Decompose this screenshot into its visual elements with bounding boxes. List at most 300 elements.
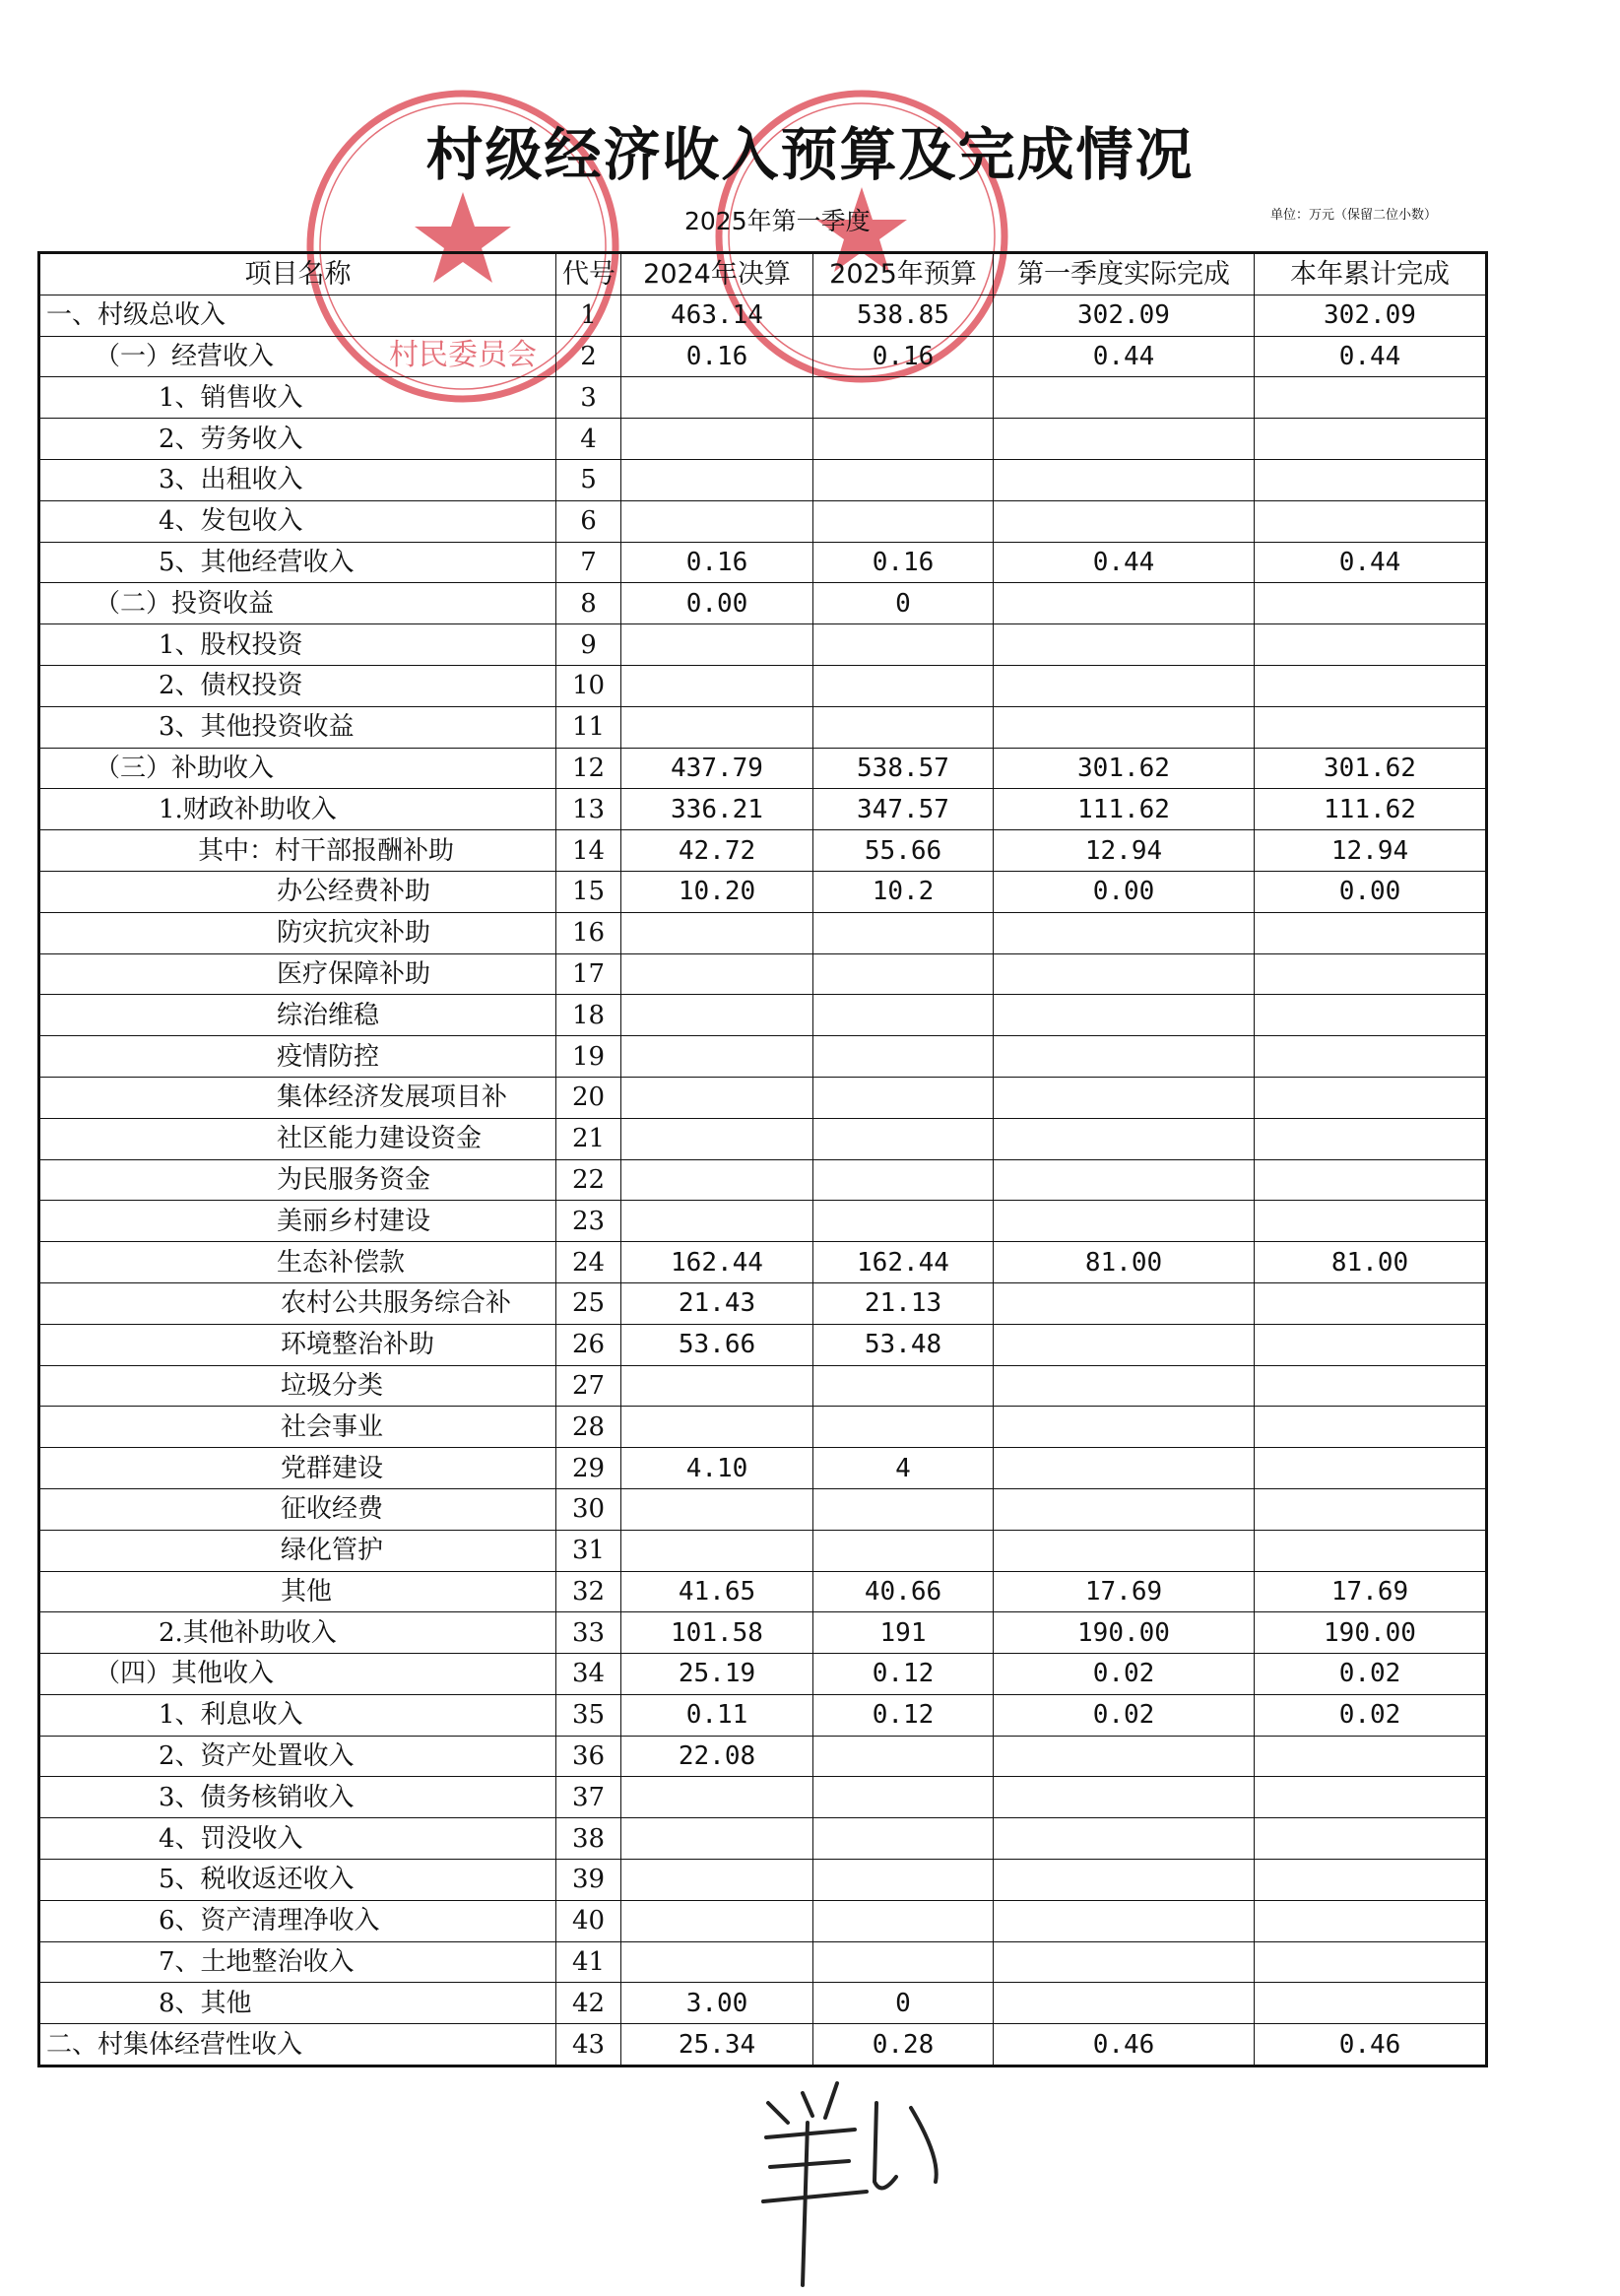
cell-code: 21 xyxy=(556,1118,621,1159)
cell-item-name: 征收经费 xyxy=(39,1488,556,1530)
table-row xyxy=(39,1777,1487,1818)
cell-q1-actual xyxy=(994,1036,1255,1078)
cell-ytd-total xyxy=(1255,1530,1487,1571)
cell-ytd-total xyxy=(1255,377,1487,419)
cell-item-name: 疫情防控 xyxy=(39,1036,556,1078)
cell-q1-actual xyxy=(994,1077,1255,1118)
cell-code: 36 xyxy=(556,1736,621,1777)
document-title: 村级经济收入预算及完成情况 xyxy=(425,121,1195,188)
table-row xyxy=(39,1324,1487,1365)
cell-q1-actual xyxy=(994,1860,1255,1901)
table-row xyxy=(39,2024,1487,2066)
cell-q1-actual xyxy=(994,1488,1255,1530)
cell-item-name: 2、劳务收入 xyxy=(39,419,556,460)
cell-ytd-total xyxy=(1255,665,1487,706)
cell-item-name: 5、税收返还收入 xyxy=(39,1860,556,1901)
cell-item-name: 3、出租收入 xyxy=(39,459,556,500)
cell-q1-actual xyxy=(994,1159,1255,1201)
cell-q1-actual xyxy=(994,459,1255,500)
cell-2025-budget xyxy=(813,1900,994,1941)
table-row xyxy=(39,665,1487,706)
cell-2024-final: 336.21 xyxy=(621,789,813,830)
header-code: 代号 xyxy=(556,253,621,295)
cell-2025-budget: 0 xyxy=(813,583,994,624)
cell-item-name: 其他 xyxy=(39,1571,556,1612)
cell-2025-budget xyxy=(813,953,994,995)
cell-code: 27 xyxy=(556,1365,621,1407)
cell-2025-budget xyxy=(813,419,994,460)
cell-2025-budget xyxy=(813,1860,994,1901)
cell-item-name: 2、资产处置收入 xyxy=(39,1736,556,1777)
cell-ytd-total xyxy=(1255,1488,1487,1530)
cell-code: 25 xyxy=(556,1282,621,1324)
cell-2024-final xyxy=(621,1118,813,1159)
cell-2024-final: 0.00 xyxy=(621,583,813,624)
cell-ytd-total xyxy=(1255,1860,1487,1901)
cell-code: 8 xyxy=(556,583,621,624)
cell-item-name: （四）其他收入 xyxy=(39,1654,556,1695)
cell-2024-final: 0.16 xyxy=(621,542,813,583)
cell-ytd-total xyxy=(1255,1818,1487,1860)
cell-q1-actual: 17.69 xyxy=(994,1571,1255,1612)
cell-code: 16 xyxy=(556,912,621,953)
cell-item-name: 二、村集体经营性收入 xyxy=(39,2024,556,2066)
cell-2025-budget xyxy=(813,1159,994,1201)
cell-ytd-total xyxy=(1255,624,1487,666)
cell-code: 1 xyxy=(556,295,621,336)
cell-2025-budget: 4 xyxy=(813,1448,994,1489)
cell-code: 26 xyxy=(556,1324,621,1365)
cell-2024-final: 0.11 xyxy=(621,1694,813,1736)
cell-code: 41 xyxy=(556,1941,621,1983)
cell-q1-actual xyxy=(994,1941,1255,1983)
cell-2025-budget: 55.66 xyxy=(813,830,994,872)
table-row xyxy=(39,1448,1487,1489)
cell-2024-final: 25.34 xyxy=(621,2024,813,2066)
cell-ytd-total xyxy=(1255,1159,1487,1201)
cell-2024-final xyxy=(621,1077,813,1118)
cell-q1-actual: 301.62 xyxy=(994,748,1255,789)
cell-item-name: 为民服务资金 xyxy=(39,1159,556,1201)
cell-q1-actual xyxy=(994,1365,1255,1407)
table-row xyxy=(39,789,1487,830)
cell-2025-budget: 0 xyxy=(813,1983,994,2024)
cell-ytd-total xyxy=(1255,1983,1487,2024)
cell-code: 29 xyxy=(556,1448,621,1489)
cell-code: 38 xyxy=(556,1818,621,1860)
cell-code: 14 xyxy=(556,830,621,872)
cell-code: 37 xyxy=(556,1777,621,1818)
cell-ytd-total: 0.44 xyxy=(1255,336,1487,377)
cell-item-name: 4、发包收入 xyxy=(39,500,556,542)
table-row xyxy=(39,871,1487,912)
cell-code: 10 xyxy=(556,665,621,706)
cell-ytd-total xyxy=(1255,1777,1487,1818)
cell-ytd-total: 0.02 xyxy=(1255,1654,1487,1695)
cell-item-name: 1、股权投资 xyxy=(39,624,556,666)
cell-q1-actual xyxy=(994,953,1255,995)
cell-2024-final xyxy=(621,706,813,748)
cell-q1-actual xyxy=(994,706,1255,748)
cell-ytd-total xyxy=(1255,419,1487,460)
cell-ytd-total xyxy=(1255,995,1487,1036)
table-row xyxy=(39,1941,1487,1983)
cell-ytd-total xyxy=(1255,1324,1487,1365)
table-row xyxy=(39,830,1487,872)
table-row xyxy=(39,1612,1487,1654)
cell-2025-budget xyxy=(813,912,994,953)
cell-ytd-total xyxy=(1255,1201,1487,1242)
document-period: 2025年第一季度 xyxy=(684,207,871,235)
cell-2025-budget xyxy=(813,1407,994,1448)
cell-item-name: 5、其他经营收入 xyxy=(39,542,556,583)
table-row xyxy=(39,1036,1487,1078)
cell-2024-final xyxy=(621,419,813,460)
cell-q1-actual xyxy=(994,583,1255,624)
table-header-row xyxy=(39,253,1487,295)
cell-ytd-total xyxy=(1255,459,1487,500)
cell-q1-actual xyxy=(994,1983,1255,2024)
cell-item-name: 3、债务核销收入 xyxy=(39,1777,556,1818)
table-row xyxy=(39,1201,1487,1242)
cell-q1-actual xyxy=(994,1201,1255,1242)
cell-ytd-total xyxy=(1255,1077,1487,1118)
cell-2025-budget xyxy=(813,1736,994,1777)
cell-item-name: 社区能力建设资金 xyxy=(39,1118,556,1159)
cell-code: 32 xyxy=(556,1571,621,1612)
cell-item-name: 党群建设 xyxy=(39,1448,556,1489)
cell-2025-budget: 40.66 xyxy=(813,1571,994,1612)
cell-item-name: 环境整治补助 xyxy=(39,1324,556,1365)
cell-2024-final xyxy=(621,665,813,706)
cell-2025-budget xyxy=(813,1201,994,1242)
cell-item-name: 集体经济发展项目补 xyxy=(39,1077,556,1118)
cell-item-name: 6、资产清理净收入 xyxy=(39,1900,556,1941)
cell-2025-budget: 53.48 xyxy=(813,1324,994,1365)
cell-code: 43 xyxy=(556,2024,621,2066)
cell-2025-budget: 10.2 xyxy=(813,871,994,912)
cell-item-name: 绿化管护 xyxy=(39,1530,556,1571)
cell-2024-final xyxy=(621,500,813,542)
cell-2025-budget: 0.12 xyxy=(813,1654,994,1695)
table-row xyxy=(39,1694,1487,1736)
header-2025-budget: 2025年预算 xyxy=(813,253,994,295)
cell-code: 12 xyxy=(556,748,621,789)
cell-2024-final xyxy=(621,459,813,500)
cell-code: 35 xyxy=(556,1694,621,1736)
cell-2024-final xyxy=(621,1036,813,1078)
table-row xyxy=(39,1488,1487,1530)
cell-ytd-total xyxy=(1255,500,1487,542)
cell-code: 23 xyxy=(556,1201,621,1242)
handwritten-signature xyxy=(748,2068,945,2295)
cell-q1-actual: 0.44 xyxy=(994,336,1255,377)
cell-item-name: （一）经营收入 xyxy=(39,336,556,377)
cell-item-name: （二）投资收益 xyxy=(39,583,556,624)
cell-2025-budget: 191 xyxy=(813,1612,994,1654)
cell-ytd-total: 0.02 xyxy=(1255,1694,1487,1736)
cell-item-name: （三）补助收入 xyxy=(39,748,556,789)
table-row xyxy=(39,912,1487,953)
table-row xyxy=(39,1118,1487,1159)
cell-2025-budget xyxy=(813,706,994,748)
cell-2024-final xyxy=(621,912,813,953)
cell-item-name: 农村公共服务综合补 xyxy=(39,1282,556,1324)
cell-2025-budget: 538.85 xyxy=(813,295,994,336)
cell-2024-final xyxy=(621,1941,813,1983)
cell-ytd-total xyxy=(1255,1900,1487,1941)
cell-2025-budget: 0.12 xyxy=(813,1694,994,1736)
cell-q1-actual xyxy=(994,500,1255,542)
cell-2025-budget xyxy=(813,995,994,1036)
table-row xyxy=(39,583,1487,624)
cell-ytd-total xyxy=(1255,1448,1487,1489)
table-row xyxy=(39,1983,1487,2024)
cell-code: 28 xyxy=(556,1407,621,1448)
cell-2024-final xyxy=(621,1365,813,1407)
cell-q1-actual xyxy=(994,1118,1255,1159)
cell-code: 7 xyxy=(556,542,621,583)
cell-2025-budget xyxy=(813,1118,994,1159)
cell-ytd-total: 0.46 xyxy=(1255,2024,1487,2066)
cell-ytd-total: 0.44 xyxy=(1255,542,1487,583)
cell-code: 22 xyxy=(556,1159,621,1201)
table-row xyxy=(39,1282,1487,1324)
cell-code: 4 xyxy=(556,419,621,460)
cell-code: 19 xyxy=(556,1036,621,1078)
cell-item-name: 综治维稳 xyxy=(39,995,556,1036)
cell-q1-actual: 0.44 xyxy=(994,542,1255,583)
header-ytd-total: 本年累计完成 xyxy=(1255,253,1487,295)
table-row xyxy=(39,1860,1487,1901)
cell-q1-actual: 0.02 xyxy=(994,1694,1255,1736)
cell-code: 20 xyxy=(556,1077,621,1118)
cell-q1-actual xyxy=(994,1407,1255,1448)
table-row xyxy=(39,706,1487,748)
cell-ytd-total: 301.62 xyxy=(1255,748,1487,789)
table-row xyxy=(39,377,1487,419)
cell-2025-budget xyxy=(813,1077,994,1118)
cell-2025-budget xyxy=(813,665,994,706)
table-body xyxy=(39,295,1487,2066)
cell-ytd-total xyxy=(1255,953,1487,995)
cell-2025-budget xyxy=(813,1941,994,1983)
cell-code: 24 xyxy=(556,1242,621,1283)
cell-code: 3 xyxy=(556,377,621,419)
cell-2025-budget xyxy=(813,1777,994,1818)
cell-ytd-total: 81.00 xyxy=(1255,1242,1487,1283)
cell-q1-actual: 0.46 xyxy=(994,2024,1255,2066)
table-row xyxy=(39,1365,1487,1407)
cell-ytd-total xyxy=(1255,1941,1487,1983)
table-row xyxy=(39,1900,1487,1941)
table-row xyxy=(39,459,1487,500)
cell-q1-actual xyxy=(994,1448,1255,1489)
cell-2024-final: 42.72 xyxy=(621,830,813,872)
cell-ytd-total: 111.62 xyxy=(1255,789,1487,830)
cell-code: 17 xyxy=(556,953,621,995)
cell-item-name: 美丽乡村建设 xyxy=(39,1201,556,1242)
cell-code: 15 xyxy=(556,871,621,912)
cell-code: 42 xyxy=(556,1983,621,2024)
cell-item-name: 3、其他投资收益 xyxy=(39,706,556,748)
cell-ytd-total: 190.00 xyxy=(1255,1612,1487,1654)
cell-2024-final: 101.58 xyxy=(621,1612,813,1654)
cell-2025-budget xyxy=(813,377,994,419)
cell-ytd-total: 17.69 xyxy=(1255,1571,1487,1612)
cell-2025-budget: 21.13 xyxy=(813,1282,994,1324)
table-row xyxy=(39,748,1487,789)
cell-code: 40 xyxy=(556,1900,621,1941)
cell-2025-budget: 0.28 xyxy=(813,2024,994,2066)
cell-2024-final xyxy=(621,995,813,1036)
cell-q1-actual xyxy=(994,995,1255,1036)
table-row xyxy=(39,1159,1487,1201)
cell-code: 9 xyxy=(556,624,621,666)
cell-2024-final: 3.00 xyxy=(621,1983,813,2024)
cell-q1-actual: 12.94 xyxy=(994,830,1255,872)
cell-q1-actual: 302.09 xyxy=(994,295,1255,336)
header-item-name: 项目名称 xyxy=(39,253,556,295)
cell-2024-final xyxy=(621,1159,813,1201)
cell-q1-actual xyxy=(994,624,1255,666)
cell-2024-final: 162.44 xyxy=(621,1242,813,1283)
cell-code: 13 xyxy=(556,789,621,830)
cell-q1-actual xyxy=(994,1736,1255,1777)
cell-code: 34 xyxy=(556,1654,621,1695)
cell-q1-actual xyxy=(994,1818,1255,1860)
table-row xyxy=(39,295,1487,336)
cell-2025-budget xyxy=(813,500,994,542)
cell-2024-final xyxy=(621,377,813,419)
cell-2024-final: 53.66 xyxy=(621,1324,813,1365)
cell-ytd-total xyxy=(1255,1407,1487,1448)
cell-item-name: 社会事业 xyxy=(39,1407,556,1448)
cell-2025-budget xyxy=(813,624,994,666)
cell-q1-actual xyxy=(994,419,1255,460)
cell-q1-actual xyxy=(994,1324,1255,1365)
cell-ytd-total xyxy=(1255,1736,1487,1777)
cell-q1-actual: 0.02 xyxy=(994,1654,1255,1695)
cell-2024-final: 25.19 xyxy=(621,1654,813,1695)
cell-2025-budget xyxy=(813,1530,994,1571)
table-row xyxy=(39,500,1487,542)
cell-2024-final xyxy=(621,1860,813,1901)
table-row xyxy=(39,1654,1487,1695)
cell-q1-actual xyxy=(994,377,1255,419)
cell-2024-final xyxy=(621,624,813,666)
cell-q1-actual: 190.00 xyxy=(994,1612,1255,1654)
cell-code: 33 xyxy=(556,1612,621,1654)
cell-2024-final xyxy=(621,1777,813,1818)
table-row xyxy=(39,1736,1487,1777)
cell-item-name: 防灾抗灾补助 xyxy=(39,912,556,953)
table-row xyxy=(39,1077,1487,1118)
cell-2025-budget xyxy=(813,1818,994,1860)
cell-2024-final xyxy=(621,1530,813,1571)
cell-item-name: 医疗保障补助 xyxy=(39,953,556,995)
cell-2025-budget xyxy=(813,459,994,500)
cell-2025-budget xyxy=(813,1365,994,1407)
cell-2024-final: 22.08 xyxy=(621,1736,813,1777)
cell-item-name: 1、销售收入 xyxy=(39,377,556,419)
cell-code: 30 xyxy=(556,1488,621,1530)
cell-2024-final: 437.79 xyxy=(621,748,813,789)
cell-2025-budget: 347.57 xyxy=(813,789,994,830)
cell-2024-final: 4.10 xyxy=(621,1448,813,1489)
table-row xyxy=(39,1242,1487,1283)
cell-code: 5 xyxy=(556,459,621,500)
table-row xyxy=(39,995,1487,1036)
table-row xyxy=(39,1530,1487,1571)
cell-item-name: 1.财政补助收入 xyxy=(39,789,556,830)
cell-code: 31 xyxy=(556,1530,621,1571)
cell-q1-actual: 0.00 xyxy=(994,871,1255,912)
cell-item-name: 1、利息收入 xyxy=(39,1694,556,1736)
cell-ytd-total: 12.94 xyxy=(1255,830,1487,872)
table-row xyxy=(39,542,1487,583)
cell-2024-final: 463.14 xyxy=(621,295,813,336)
cell-2024-final xyxy=(621,1488,813,1530)
table-row xyxy=(39,624,1487,666)
cell-code: 39 xyxy=(556,1860,621,1901)
cell-item-name: 一、村级总收入 xyxy=(39,295,556,336)
cell-q1-actual xyxy=(994,1777,1255,1818)
cell-2025-budget: 0.16 xyxy=(813,336,994,377)
table-row xyxy=(39,336,1487,377)
cell-2025-budget: 162.44 xyxy=(813,1242,994,1283)
table-row xyxy=(39,1407,1487,1448)
table-row xyxy=(39,1818,1487,1860)
cell-ytd-total xyxy=(1255,1036,1487,1078)
cell-2025-budget: 538.57 xyxy=(813,748,994,789)
cell-code: 6 xyxy=(556,500,621,542)
cell-ytd-total xyxy=(1255,1282,1487,1324)
cell-code: 11 xyxy=(556,706,621,748)
cell-ytd-total xyxy=(1255,583,1487,624)
cell-item-name: 垃圾分类 xyxy=(39,1365,556,1407)
cell-ytd-total xyxy=(1255,1365,1487,1407)
cell-q1-actual: 81.00 xyxy=(994,1242,1255,1283)
cell-ytd-total: 0.00 xyxy=(1255,871,1487,912)
table-row xyxy=(39,953,1487,995)
income-budget-table xyxy=(37,251,1488,2067)
cell-item-name: 2.其他补助收入 xyxy=(39,1612,556,1654)
cell-2025-budget xyxy=(813,1036,994,1078)
cell-item-name: 办公经费补助 xyxy=(39,871,556,912)
cell-item-name: 其中：村干部报酬补助 xyxy=(39,830,556,872)
cell-2024-final xyxy=(621,1818,813,1860)
cell-item-name: 2、债权投资 xyxy=(39,665,556,706)
cell-2024-final: 0.16 xyxy=(621,336,813,377)
cell-ytd-total xyxy=(1255,1118,1487,1159)
cell-q1-actual xyxy=(994,1900,1255,1941)
cell-item-name: 4、罚没收入 xyxy=(39,1818,556,1860)
cell-2024-final xyxy=(621,1900,813,1941)
cell-2024-final: 21.43 xyxy=(621,1282,813,1324)
cell-ytd-total: 302.09 xyxy=(1255,295,1487,336)
cell-code: 18 xyxy=(556,995,621,1036)
cell-2025-budget xyxy=(813,1488,994,1530)
seal-text: 村民委员会 xyxy=(389,338,537,372)
cell-ytd-total xyxy=(1255,912,1487,953)
cell-2024-final: 10.20 xyxy=(621,871,813,912)
cell-q1-actual xyxy=(994,1530,1255,1571)
cell-item-name: 生态补偿款 xyxy=(39,1242,556,1283)
cell-2024-final xyxy=(621,1407,813,1448)
cell-2024-final: 41.65 xyxy=(621,1571,813,1612)
cell-q1-actual xyxy=(994,1282,1255,1324)
